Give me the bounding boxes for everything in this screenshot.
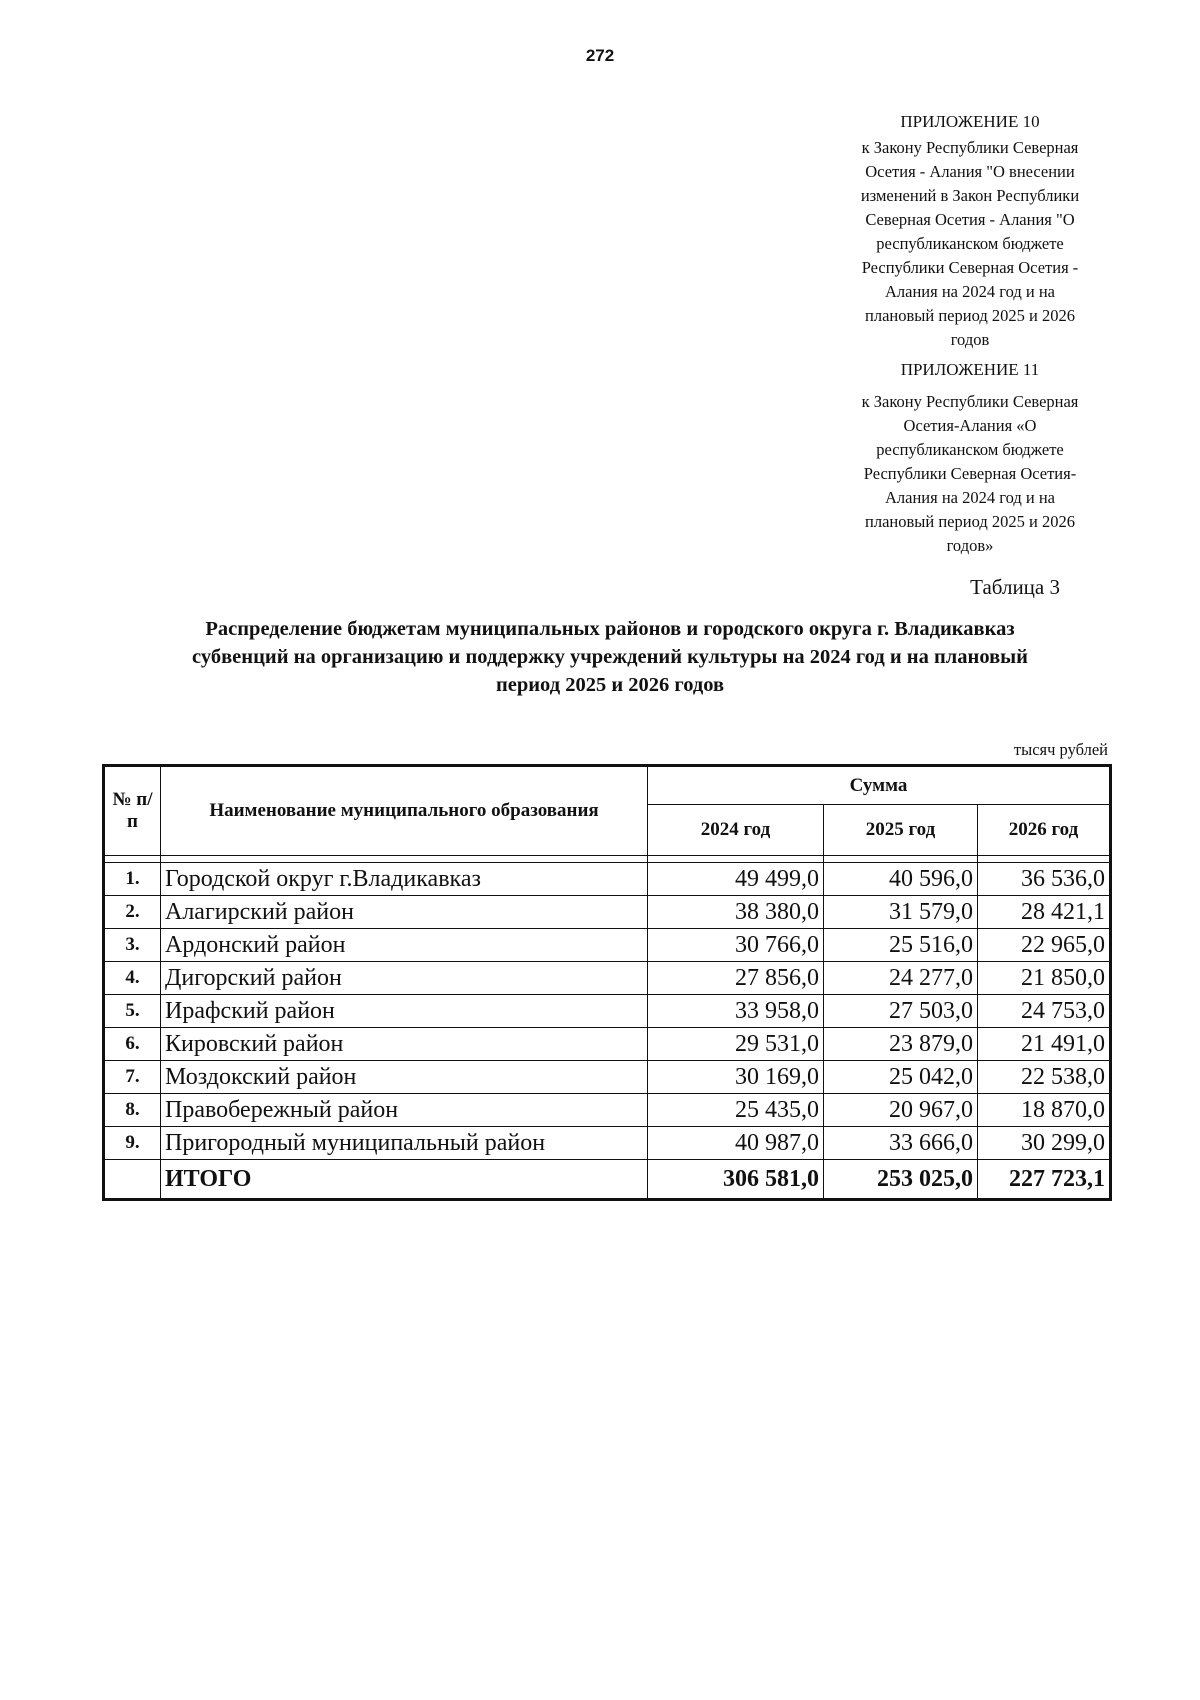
appendix-11-line: плановый период 2025 и 2026	[865, 512, 1075, 531]
total-row	[104, 1160, 1111, 1200]
table-row	[104, 896, 1111, 929]
appendix-11-line: Республики Северная Осетия-	[863, 464, 1077, 483]
appendix-11-line: Алания на 2024 год и на	[884, 488, 1055, 507]
value-2025: 40 596,0	[824, 863, 978, 896]
row-number: 4.	[104, 962, 161, 995]
value-2025: 33 666,0	[824, 1127, 978, 1160]
table-row	[104, 1028, 1111, 1061]
row-number: 2.	[104, 896, 161, 929]
appendix-11-title: ПРИЛОЖЕНИЕ 11	[900, 360, 1040, 379]
value-2026: 21 491,0	[978, 1028, 1111, 1061]
value-2025: 27 503,0	[824, 995, 978, 1028]
value-2024: 33 958,0	[648, 995, 824, 1028]
total-empty-cell	[104, 1160, 161, 1200]
value-2024: 29 531,0	[648, 1028, 824, 1061]
appendix-11-line: республиканском бюджете	[876, 440, 1064, 459]
table-row	[104, 1061, 1111, 1094]
row-number: 9.	[104, 1127, 161, 1160]
appendix-11-line: к Закону Республики Северная	[861, 392, 1079, 411]
header-name: Наименование муниципального образования	[161, 766, 648, 856]
page-number: 272	[585, 46, 615, 65]
appendix-10-block	[830, 110, 1110, 352]
table-row	[104, 863, 1111, 896]
row-number: 6.	[104, 1028, 161, 1061]
value-2024: 40 987,0	[648, 1127, 824, 1160]
appendix-10-line: Республики Северная Осетия -	[861, 258, 1079, 277]
value-2026: 30 299,0	[978, 1127, 1111, 1160]
appendix-11-block	[830, 358, 1110, 558]
appendix-10-line: республиканском бюджете	[876, 234, 1064, 253]
appendix-10-line: Алания на 2024 год и на	[884, 282, 1055, 301]
value-2026: 24 753,0	[978, 995, 1111, 1028]
row-number: 1.	[104, 863, 161, 896]
total-label: ИТОГО	[161, 1160, 648, 1200]
value-2024: 30 169,0	[648, 1061, 824, 1094]
row-number: 3.	[104, 929, 161, 962]
budget-table	[102, 764, 1112, 1201]
row-number: 5.	[104, 995, 161, 1028]
appendix-10-line: Осетия - Алания "О внесении	[865, 162, 1075, 181]
value-2025: 20 967,0	[824, 1094, 978, 1127]
table-row	[104, 1094, 1111, 1127]
appendix-10-line: годов	[950, 330, 990, 349]
table-row	[104, 929, 1111, 962]
value-2026: 18 870,0	[978, 1094, 1111, 1127]
header-gap	[104, 856, 1111, 863]
value-2025: 24 277,0	[824, 962, 978, 995]
appendix-10-line: плановый период 2025 и 2026	[865, 306, 1075, 325]
document-title	[110, 615, 1110, 699]
table-row	[104, 995, 1111, 1028]
appendix-11-line: годов»	[946, 536, 994, 555]
total-2026: 227 723,1	[978, 1160, 1111, 1200]
value-2024: 49 499,0	[648, 863, 824, 896]
table-row	[104, 962, 1111, 995]
row-number: 7.	[104, 1061, 161, 1094]
header-year-2025: 2025 год	[824, 805, 978, 856]
appendix-11-line: Осетия-Алания «О	[903, 416, 1037, 435]
value-2025: 25 516,0	[824, 929, 978, 962]
value-2026: 36 536,0	[978, 863, 1111, 896]
appendix-10-title: ПРИЛОЖЕНИЕ 10	[900, 112, 1040, 131]
header-year-2026: 2026 год	[978, 805, 1111, 856]
value-2024: 25 435,0	[648, 1094, 824, 1127]
municipality-name: Ирафский район	[161, 995, 648, 1028]
municipality-name: Пригородный муниципальный район	[161, 1127, 648, 1160]
appendix-10-line: к Закону Республики Северная	[861, 138, 1079, 157]
municipality-name: Моздокский район	[161, 1061, 648, 1094]
header-number: № п/п	[104, 766, 161, 856]
title-line: период 2025 и 2026 годов	[495, 674, 725, 696]
value-2026: 22 538,0	[978, 1061, 1111, 1094]
total-2024: 306 581,0	[648, 1160, 824, 1200]
value-2025: 31 579,0	[824, 896, 978, 929]
appendix-10-line: Северная Осетия - Алания "О	[865, 210, 1075, 229]
title-line: субвенций на организацию и поддержку учреждений культуры на 2024 год и на плановый	[192, 646, 1028, 668]
municipality-name: Ардонский район	[161, 929, 648, 962]
table-number: Таблица 3	[970, 575, 1060, 599]
municipality-name: Дигорский район	[161, 962, 648, 995]
row-number: 8.	[104, 1094, 161, 1127]
units-label: тысяч рублей	[1013, 740, 1108, 759]
value-2025: 25 042,0	[824, 1061, 978, 1094]
value-2024: 27 856,0	[648, 962, 824, 995]
municipality-name: Правобережный район	[161, 1094, 648, 1127]
value-2024: 30 766,0	[648, 929, 824, 962]
title-line: Распределение бюджетам муниципальных районов и городского округа г. Владикавказ	[205, 618, 1015, 640]
table-row	[104, 1127, 1111, 1160]
municipality-name: Городской округ г.Владикавказ	[161, 863, 648, 896]
municipality-name: Кировский район	[161, 1028, 648, 1061]
municipality-name: Алагирский район	[161, 896, 648, 929]
header-year-2024: 2024 год	[648, 805, 824, 856]
value-2026: 22 965,0	[978, 929, 1111, 962]
value-2024: 38 380,0	[648, 896, 824, 929]
value-2026: 28 421,1	[978, 896, 1111, 929]
value-2026: 21 850,0	[978, 962, 1111, 995]
value-2025: 23 879,0	[824, 1028, 978, 1061]
appendix-10-line: изменений в Закон Республики	[860, 186, 1080, 205]
header-sum: Сумма	[648, 766, 1111, 805]
total-2025: 253 025,0	[824, 1160, 978, 1200]
